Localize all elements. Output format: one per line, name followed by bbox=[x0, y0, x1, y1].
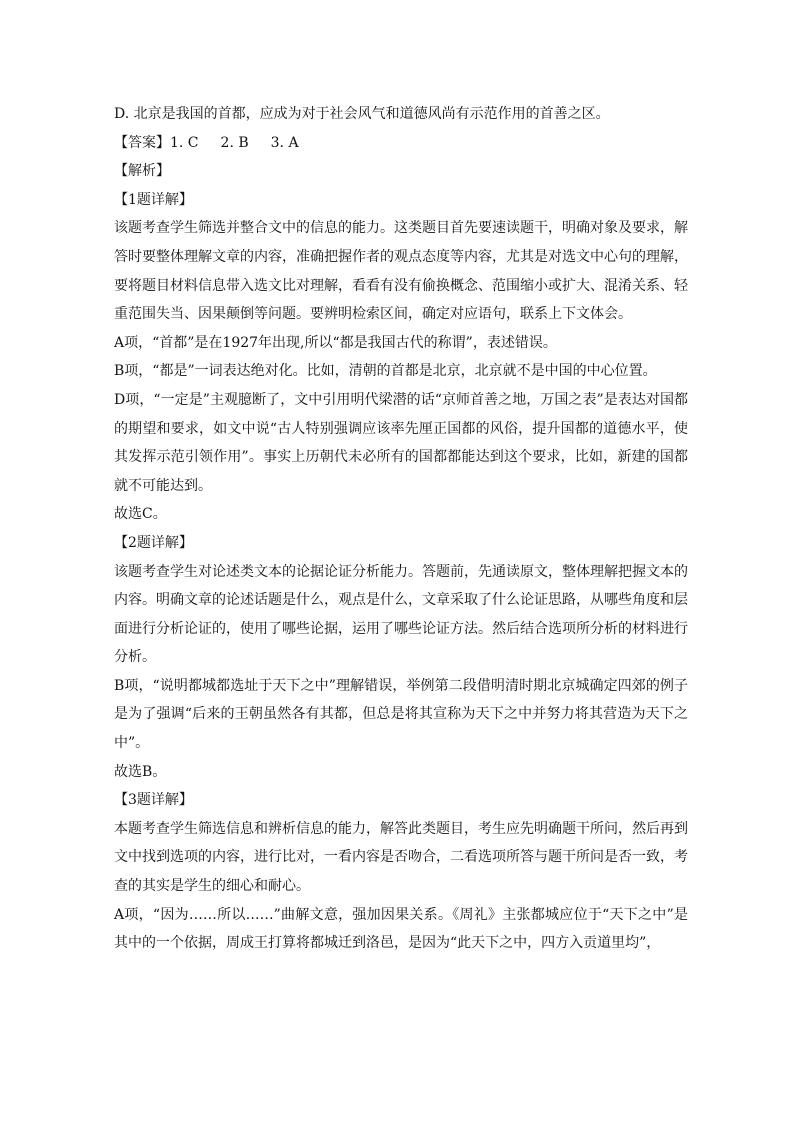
q2-conclusion: 故选B。 bbox=[114, 763, 167, 780]
q3-option-a: A项，“因为……所以……”曲解文意，强加因果关系。《周礼》主张都城应位于“天下之中”是其中的一个依据，周成王打算将都城迁到洛邑，是因为“此天下之中，四方入贡道里均”， bbox=[114, 906, 688, 952]
option-d-text: D. 北京是我国的首都，应成为对于社会风气和道德风尚有示范作用的首善之区。 bbox=[114, 106, 610, 122]
q1-option-a: A项，“首都”是在1927年出现,所以“都是我国古代的称谓”，表述错误。 bbox=[114, 334, 557, 351]
q3-intro: 本题考查学生筛选信息和辨析信息的能力，解答此类题目，考生应先明确题干所问，然后再到文中找到选项的内容，进行比对，一看内容是否吻合，二看选项所答与题干所问是否一致，考查的其实是学生的细心和耐心。 bbox=[114, 820, 688, 895]
answer-label: 【答案】 bbox=[114, 134, 170, 151]
q1-option-b: B项，“都是”一词表达绝对化。比如，清朝的首都是北京，北京就不是中国的中心位置。 bbox=[114, 363, 657, 380]
answer-item-1: 1. C bbox=[170, 134, 199, 151]
document-page bbox=[114, 100, 688, 958]
q1-intro: 该题考查学生筛选并整合文中的信息的能力。这类题目首先要速读题干，明确对象及要求，解答时要整体理解文章的内容，准确把握作者的观点态度等内容，尤其是对选文中心句的理解，要将题目材料信息带入选文比对理解，看看有没有偷换概念、范围缩小或扩大、混淆关系、轻重范围失当、因果颠倒等问题。要辨明检索区间，确定对应语句，联系上下文体会。 bbox=[114, 220, 688, 323]
q1-conclusion: 故选C。 bbox=[114, 506, 167, 523]
q1-option-d: D项，“一定是”主观臆断了，文中引用明代梁潜的话“京师首善之地，万国之表”是表达对国都的期望和要求，如文中说“古人特别强调应该率先厘正国都的风俗，提升国都的道德水平，使其发挥示范引领作用”。事实上历朝代未必所有的国都都能达到这个要求，比如，新建的国都就不可能达到。 bbox=[114, 391, 688, 494]
analysis-heading: 【解析】 bbox=[114, 163, 170, 180]
q2-intro: 该题考查学生对论述类文本的论据论证分析能力。答题前，先通读原文，整体理解把握文本的内容。明确文章的论述话题是什么，观点是什么，文章采取了什么论证思路，从哪些角度和层面进行分析论证的，使用了哪些论据，运用了哪些论证方法。然后结合选项所分析的材料进行分析。 bbox=[114, 563, 688, 666]
q1-heading: 【1题详解】 bbox=[114, 191, 193, 208]
q3-heading: 【3题详解】 bbox=[114, 792, 193, 809]
q2-option-b: B项，“说明都城都选址于天下之中”理解错误，举例第二段借明清时期北京城确定四郊的例子是为了强调“后来的王朝虽然各有其都，但总是将其宣称为天下之中并努力将其营造为天下之中”。 bbox=[114, 677, 688, 752]
answer-item-3: 3. A bbox=[270, 134, 299, 151]
q2-heading: 【2题详解】 bbox=[114, 534, 193, 551]
answer-line bbox=[114, 129, 688, 158]
answer-item-2: 2. B bbox=[220, 134, 249, 151]
